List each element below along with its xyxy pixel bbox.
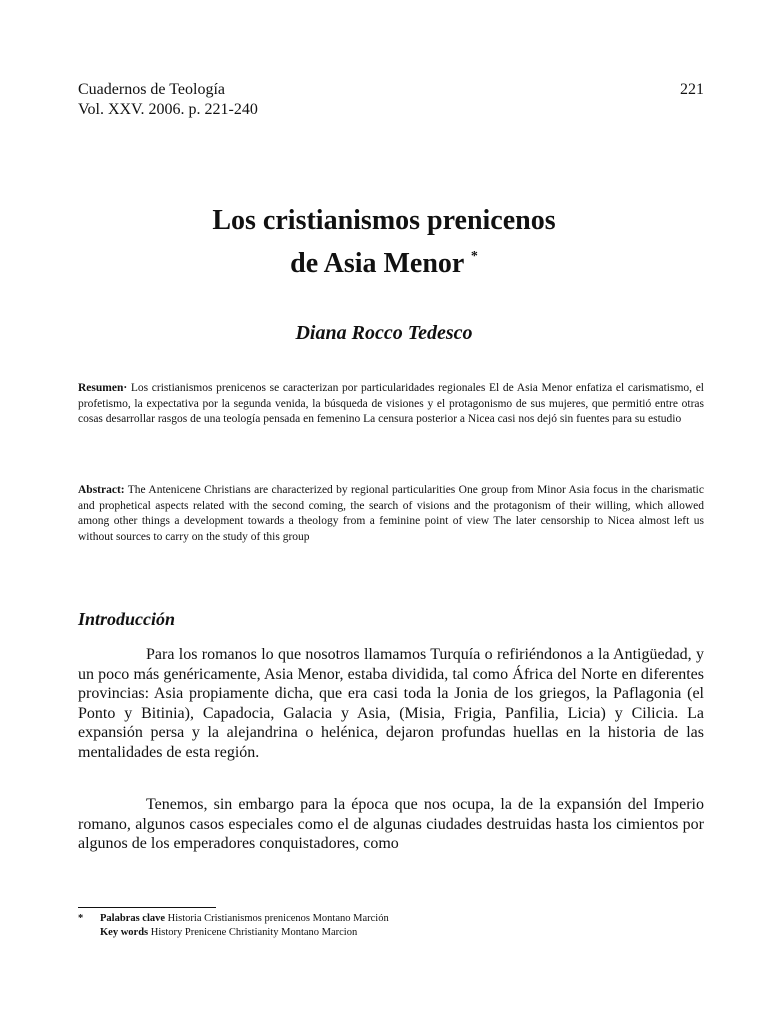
page-number: 221 [680, 81, 704, 98]
keywords-es-label: Palabras clave [100, 913, 166, 924]
title-line-2 [0, 239, 768, 282]
keywords-en-text: History Prenicene Christianity Montano Marcion [150, 927, 358, 938]
body-paragraph-1: Para los romanos lo que nosotros llamamos Turquía o refiriéndonos a la Antigüedad, y un poco más genéricamente, Asia Menor, estaba dividida, tal como África del Norte en diferentes provincias: Asia propiamente dicha, que era casi toda la Jonia de los griegos, la Paflagonia (el Ponto y Bitinia), Capadocia, Galacia y Asia, (Misia, Frigia, Panfilia, Licia) y Cilicia. La expansión persa y la alejandrina o helénica, dejaron profundas huellas en la historia de las mentalidades de esta región. [78, 646, 704, 761]
resumen-label: Resumen· [78, 382, 128, 394]
volume-info: Vol. XXV. 2006. p. 221-240 [78, 101, 258, 118]
footnote-keywords-en [78, 926, 389, 940]
journal-name: Cuadernos de Teología [78, 81, 225, 98]
title-footnote-mark: * [470, 249, 478, 264]
footnote-divider [78, 907, 216, 908]
abstract-block [78, 483, 704, 545]
author-name: Diana Rocco Tedesco [295, 322, 473, 344]
keywords-en-label: Key words [100, 927, 149, 938]
running-header [78, 80, 258, 120]
title-line-2-text: de Asia Menor [290, 248, 464, 279]
abstract-label: Abstract: [78, 484, 125, 496]
keywords-es-text: Historia Cristianismos prenicenos Montano Marción [167, 913, 389, 924]
footnote-mark: * [78, 913, 84, 924]
section-heading-introduccion: Introducción [78, 609, 176, 629]
footnote [78, 912, 389, 940]
body-paragraph-2: Tenemos, sin embargo para la época que nos ocupa, la de la expansión del Imperio romano, algunos casos especiales como el de algunas ciudades destruidas hasta los cimientos por algunos de los emperadores conquistadores, como [78, 796, 704, 853]
abstract-text: The Antenicene Christians are characterized by regional particularities One group from Minor Asia focus in the charismatic and prophetical aspects related with the second coming, the search of visions and the protagonism of their willing, which allowed among other things a development towards a theology from a feminine point of view The later censorship to Nicea almost left us without sources to carry on the study of this group [78, 484, 704, 543]
footnote-keywords-es [78, 912, 389, 926]
resumen-block [78, 381, 704, 428]
title-line-1: Los cristianismos prenicenos [212, 205, 556, 236]
article-title [0, 203, 768, 282]
resumen-text: Los cristianismos prenicenos se caracterizan por particularidades regionales El de Asia Menor enfatiza el carismatismo, el profetismo, la expectativa por la segunda venida, la búsqueda de visiones y el protagonismo de sus mujeres, que permitió entre otras cosas desarrollar rasgos de una teología pensada en femenino La censura posterior a Nicea casi nos dejó sin fuentes para su estudio [78, 382, 705, 425]
